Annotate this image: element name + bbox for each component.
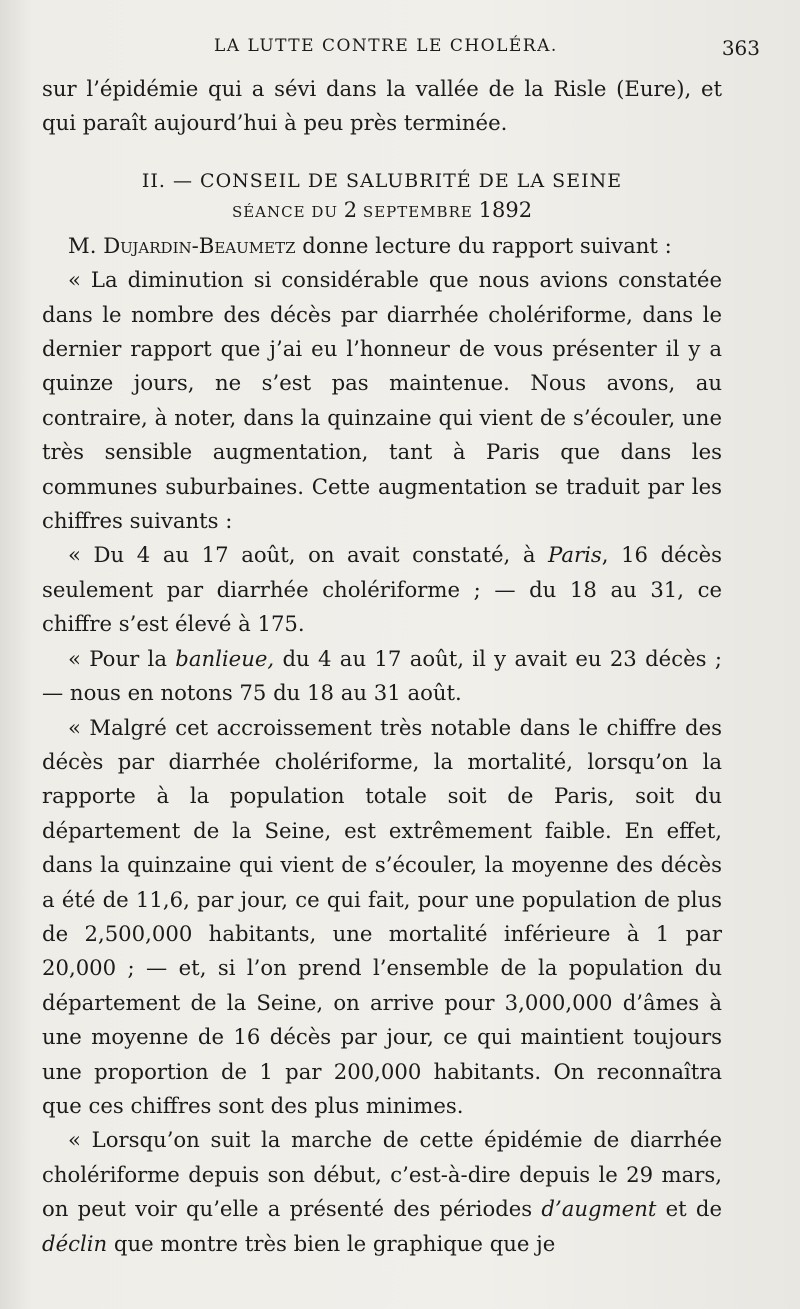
speaker-rest: donne lecture du rapport suivant :: [302, 232, 672, 258]
augment-word: d’augment: [541, 1196, 657, 1222]
section-title: II. — CONSEIL DE SALUBRITÉ DE LA SEINE: [141, 169, 623, 192]
date-year: 1892: [478, 197, 533, 222]
paris-word: Paris: [548, 542, 602, 568]
declin-word: déclin: [42, 1230, 108, 1256]
marche-text-a: « Lorsqu’on suit la marche de cette épidémie de diarrhée cholériforme depuis son début, c’est-à-dire depuis le 29 mars, on peut voir qu’elle a présenté des périodes: [42, 1127, 722, 1222]
paris-text-b: , 16 décès seulement par diarrhée cholériforme ; — du 18 au 31, ce chiffre s’est élevé à 175.: [42, 542, 723, 637]
running-title: LA LUTTE CONTRE LE CHOLÉRA.: [214, 36, 558, 56]
paragraph-banlieue: [42, 642, 722, 711]
page-body: [42, 72, 722, 1261]
marche-text-b: et de: [665, 1196, 722, 1222]
banlieue-text-a: « Pour la: [68, 645, 167, 671]
banlieue-text-b: du 4 au 17 août, il y avait eu 23 décès ; — nous en notons 75 du 18 au 31 août.: [42, 645, 722, 706]
session-date: [42, 199, 722, 223]
paragraph-paris: [42, 538, 722, 641]
banlieue-word: banlieue,: [175, 645, 275, 671]
marche-text-c: que montre très bien le graphique que je: [113, 1230, 556, 1256]
page-number: 363: [721, 36, 760, 60]
paragraph-marche: [42, 1123, 722, 1261]
paragraph-speaker: [42, 229, 722, 263]
date-month: SEPTEMBRE: [362, 202, 473, 221]
date-day: 2: [343, 197, 358, 222]
speaker-name: Dujardin-Beaumetz: [103, 232, 296, 258]
paris-text-a: « Du 4 au 17 août, on avait constaté, à: [68, 542, 536, 568]
date-prefix: SÉANCE DU: [231, 202, 338, 221]
speaker-prefix: M.: [68, 232, 97, 258]
paragraph-diminution: « La diminution si considérable que nous avions constatée dans le nombre des décès par diarrhée cholériforme, dans le dernier rapport que j’ai eu l’honneur de vous présenter il y a quinze jours, ne s’est pas maintenue. Nous avons, au contraire, à noter, dans la quinzaine qui vient de s’écouler, une très sensible augmentation, tant à Paris que dans les communes suburbaines. Cette augmentation se traduit par les chiffres suivants :: [42, 267, 722, 534]
paragraph-intro: sur l’épidémie qui a sévi dans la vallée de la Risle (Eure), et qui paraît aujourd’hui à peu près terminée.: [42, 76, 722, 136]
page-header: [42, 36, 760, 62]
paragraph-mortalite: « Malgré cet accroissement très notable dans le chiffre des décès par diarrhée cholériforme, la mortalité, lorsqu’on la rapporte à la population totale soit de Paris, soit du département de la Seine, est extrêmement faible. En effet, dans la quinzaine qui vient de s’écouler, la moyenne des décès a été de 11,6, par jour, ce qui fait, pour une population de plus de 2,500,000 habitants, une mortalité inférieure à 1 par 20,000 ; — et, si l’on prend l’ensemble de la population du département de la Seine, on arrive pour 3,000,000 d’âmes à une moyenne de 16 décès par jour, ce qui maintient toujours une proportion de 1 par 200,000 habitants. On reconnaîtra que ces chiffres sont des plus minimes.: [42, 714, 722, 1118]
